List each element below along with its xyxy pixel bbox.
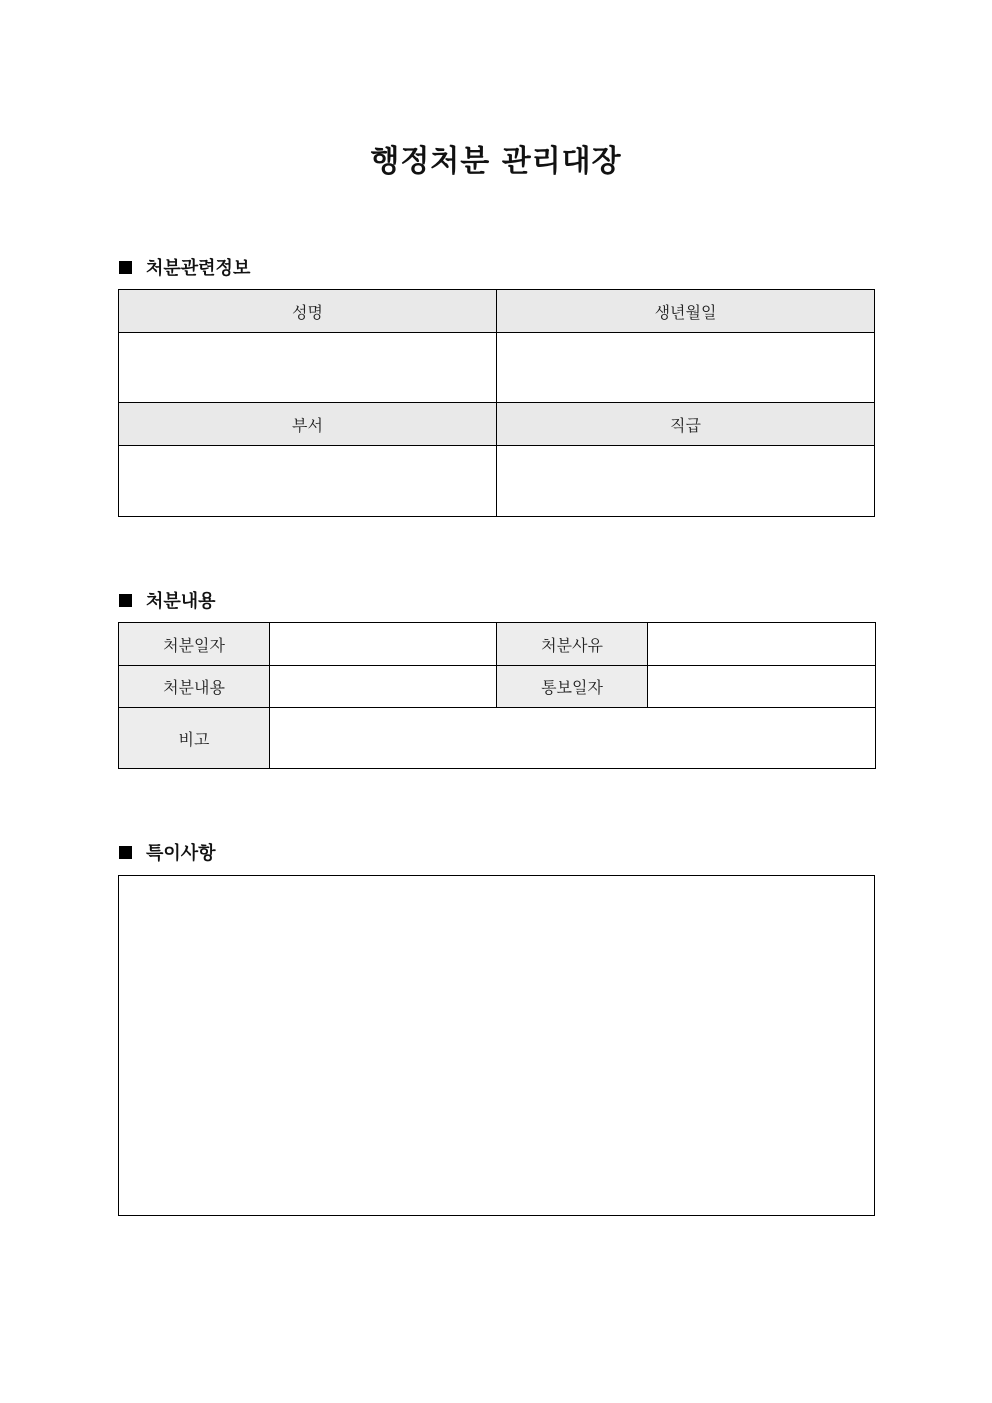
square-bullet-icon xyxy=(119,261,132,274)
field-dept[interactable] xyxy=(119,446,497,517)
section-heading-content xyxy=(119,587,216,613)
field-remarks[interactable] xyxy=(270,708,876,769)
field-birth[interactable] xyxy=(497,333,875,403)
section-heading-label: 처분관련정보 xyxy=(146,258,251,279)
label-rank: 직급 xyxy=(497,403,875,446)
section-heading-label: 특이사항 xyxy=(146,843,216,864)
section-heading-label: 처분내용 xyxy=(146,591,216,612)
content-table xyxy=(118,622,876,769)
label-detail: 처분내용 xyxy=(119,666,270,708)
field-reason[interactable] xyxy=(648,623,876,666)
field-notice-date[interactable] xyxy=(648,666,876,708)
field-date[interactable] xyxy=(270,623,497,666)
label-remarks: 비고 xyxy=(119,708,270,769)
label-date: 처분일자 xyxy=(119,623,270,666)
field-notes[interactable] xyxy=(119,876,875,1216)
square-bullet-icon xyxy=(119,846,132,859)
section-heading-notes xyxy=(119,839,216,865)
field-name[interactable] xyxy=(119,333,497,403)
label-notice-date: 통보일자 xyxy=(497,666,648,708)
label-dept: 부서 xyxy=(119,403,497,446)
field-detail[interactable] xyxy=(270,666,497,708)
info-table xyxy=(118,289,875,517)
page-title: 행정처분 관리대장 xyxy=(370,144,622,179)
label-name: 성명 xyxy=(119,290,497,333)
section-heading-info xyxy=(119,254,250,280)
square-bullet-icon xyxy=(119,594,132,607)
label-birth: 생년월일 xyxy=(497,290,875,333)
field-rank[interactable] xyxy=(497,446,875,517)
notes-table xyxy=(118,875,875,1216)
label-reason: 처분사유 xyxy=(497,623,648,666)
